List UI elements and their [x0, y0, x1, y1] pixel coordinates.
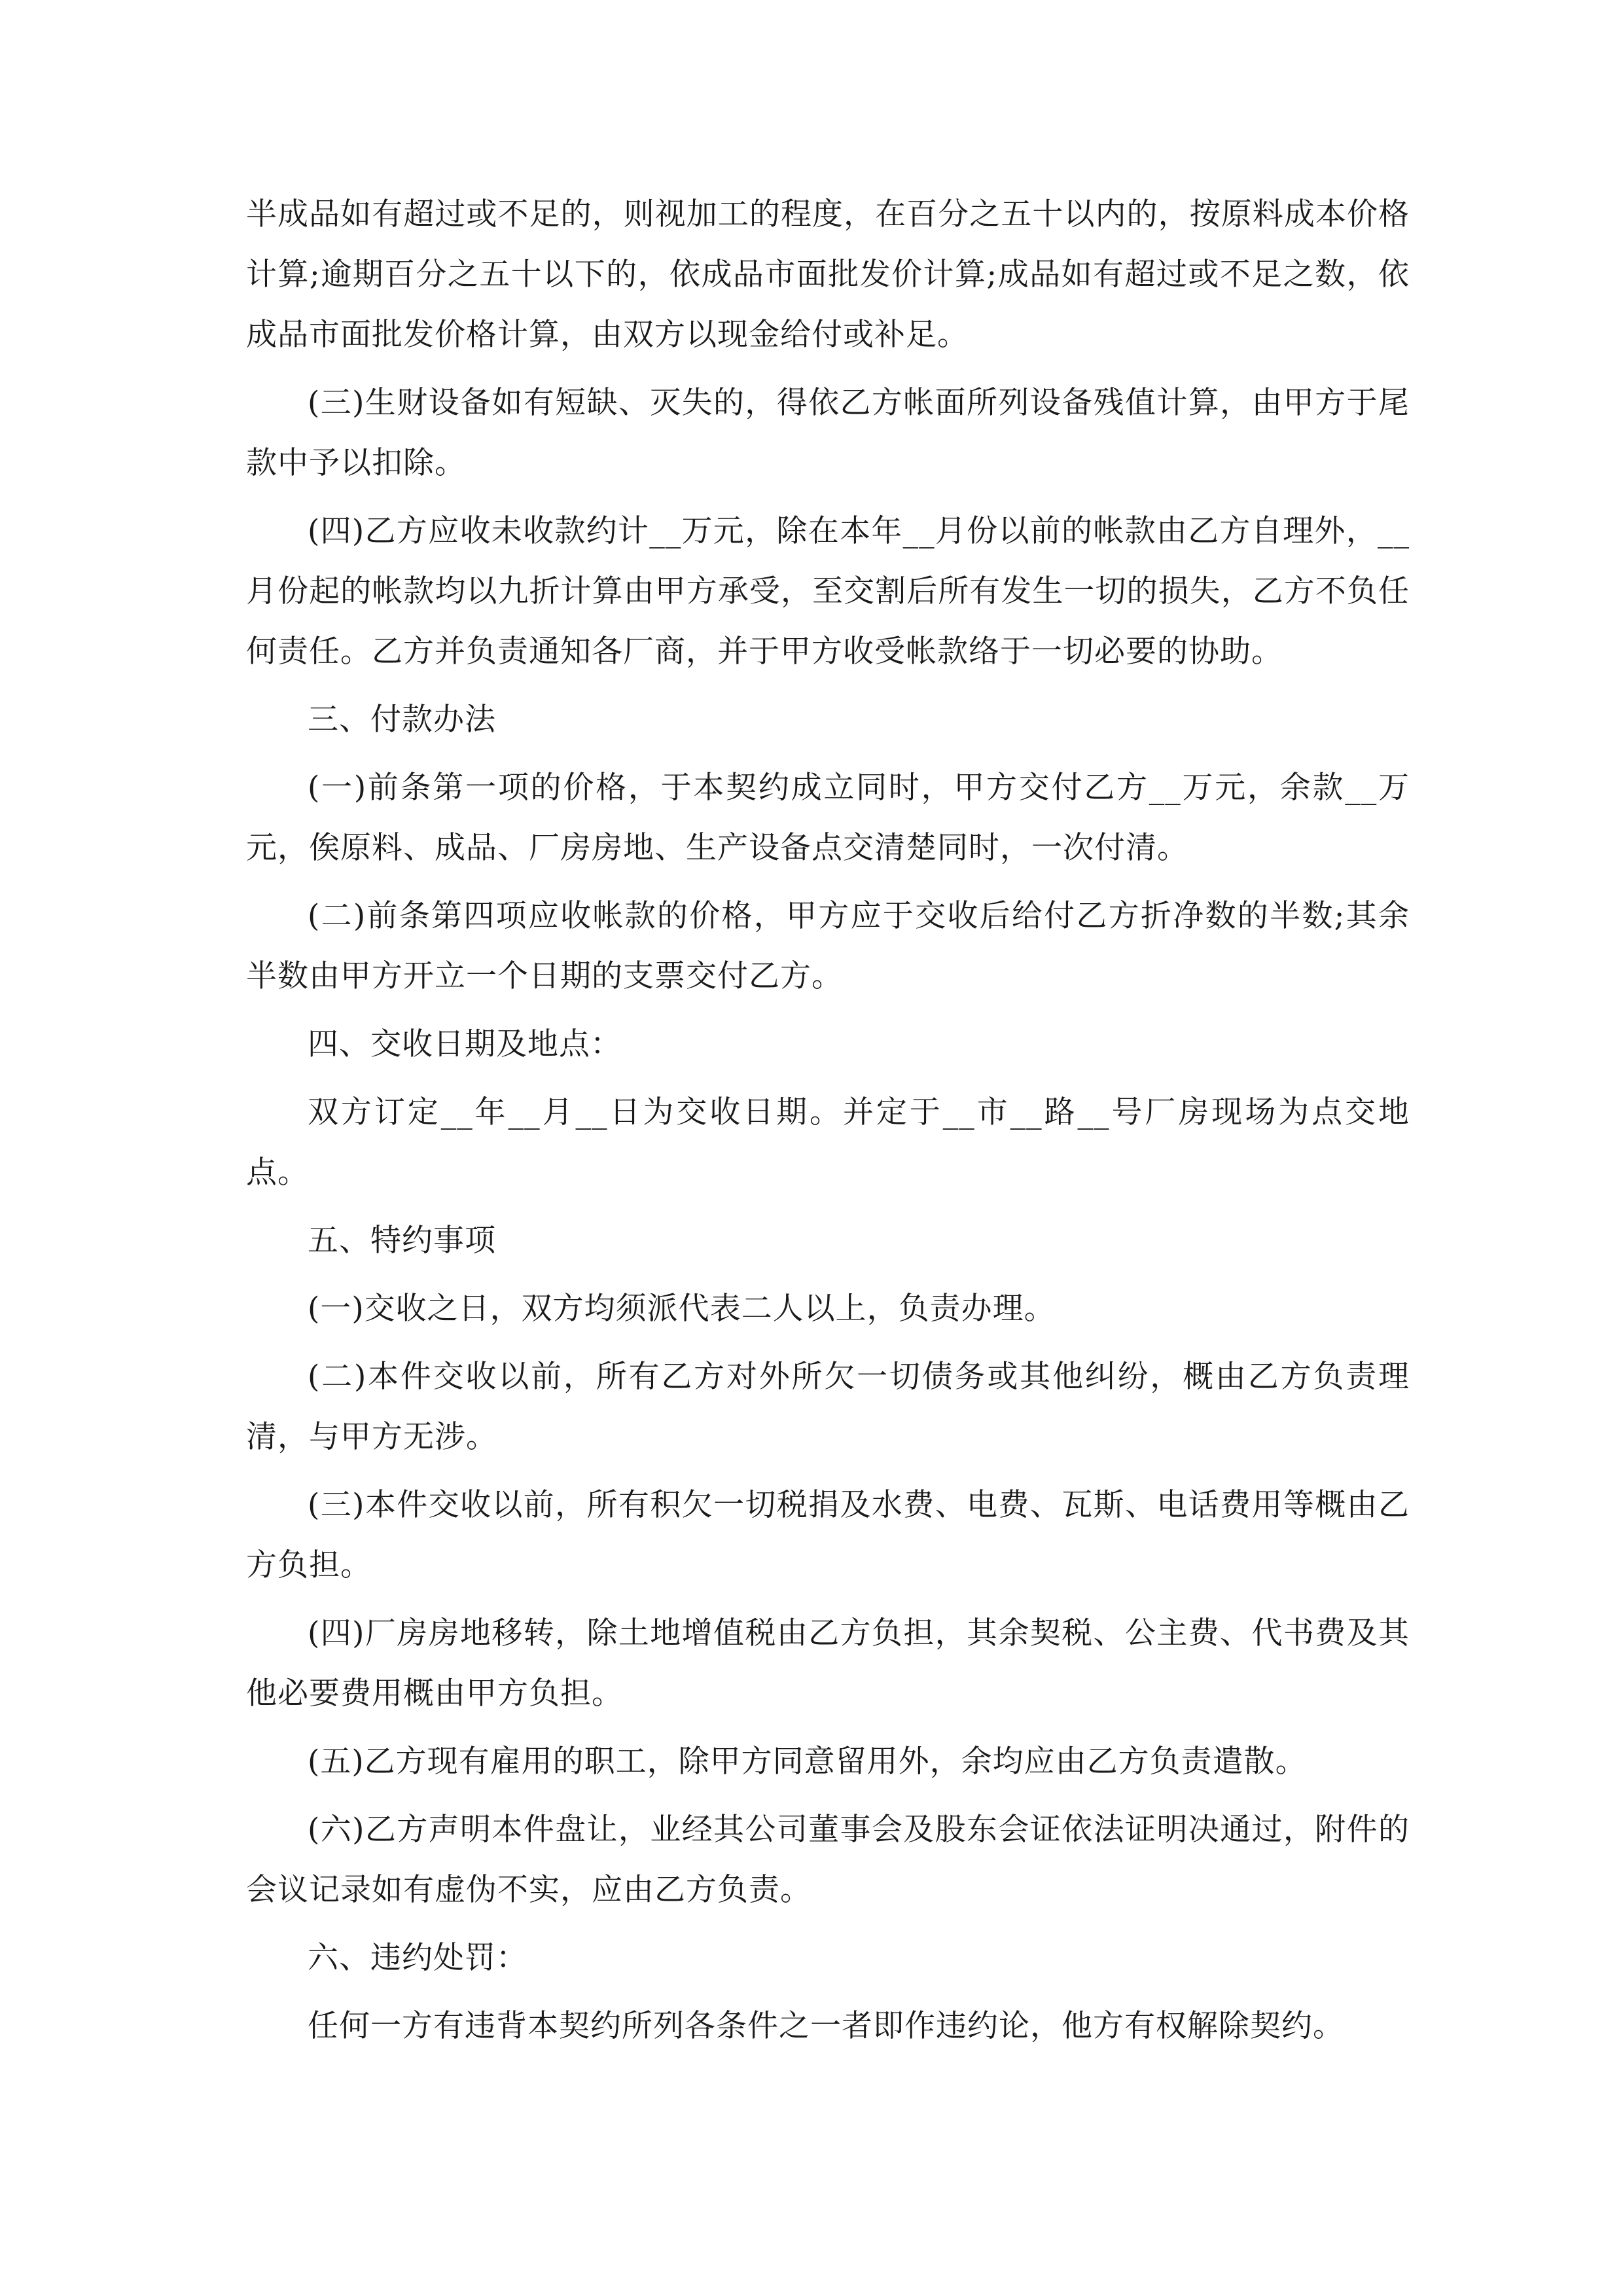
special-term-3: (三)本件交收以前，所有积欠一切税捐及水费、电费、瓦斯、电话费用等概由乙方负担。: [246, 1487, 1410, 1583]
document-body: [246, 185, 1410, 2064]
special-term-4: (四)厂房房地移转，除土地增值税由乙方负担，其余契税、公主费、代书费及其他必要费用概由甲方负担。: [246, 1615, 1410, 1712]
special-term-2: (二)本件交收以前，所有乙方对外所欠一切债务或其他纠纷，概由乙方负责理清，与甲方无涉。: [246, 1359, 1410, 1455]
handover-date-place: 双方订定__年__月__日为交收日期。并定于__市__路__号厂房现场为点交地点。: [246, 1094, 1410, 1191]
clause-4-receivables: (四)乙方应收未收款约计__万元，除在本年__月份以前的帐款由乙方自理外，__月份起的帐款均以九折计算由甲方承受，至交割后所有发生一切的损失，乙方不负任何责任。乙方并负责通知各厂商，并于甲方收受帐款络于一切必要的协助。: [246, 513, 1410, 670]
paragraph-continuation: 半成品如有超过或不足的，则视加工的程度，在百分之五十以内的，按原料成本价格计算;逾期百分之五十以下的，依成品市面批发价计算;成品如有超过或不足之数，依成品市面批发价格计算，由双方以现金给付或补足。: [246, 196, 1410, 353]
clause-3-equipment: (三)生财设备如有短缺、灭失的，得依乙方帐面所列设备残值计算，由甲方于尾款中予以扣除。: [246, 385, 1410, 481]
payment-clause-2: (二)前条第四项应收帐款的价格，甲方应于交收后给付乙方折净数的半数;其余半数由甲方开立一个日期的支票交付乙方。: [246, 898, 1410, 994]
special-term-6: (六)乙方声明本件盘让，业经其公司董事会及股东会证依法证明决通过，附件的会议记录如有虚伪不实，应由乙方负责。: [246, 1812, 1410, 1908]
section-heading-breach: 六、违约处罚：: [308, 1940, 527, 1976]
section-heading-handover: 四、交收日期及地点：: [308, 1026, 622, 1062]
section-heading-payment: 三、付款办法: [308, 702, 496, 738]
payment-clause-1: (一)前条第一项的价格，于本契约成立同时，甲方交付乙方__万元，余款__万元，俟原料、成品、厂房房地、生产设备点交清楚同时，一次付清。: [246, 770, 1410, 866]
section-heading-special-terms: 五、特约事项: [308, 1223, 496, 1259]
special-term-1: (一)交收之日，双方均须派代表二人以上，负责办理。: [308, 1291, 1056, 1327]
special-term-5: (五)乙方现有雇用的职工，除甲方同意留用外，余均应由乙方负责遣散。: [308, 1744, 1307, 1780]
breach-clause: 任何一方有违背本契约所列各条件之一者即作违约论，他方有权解除契约。: [308, 2008, 1344, 2044]
